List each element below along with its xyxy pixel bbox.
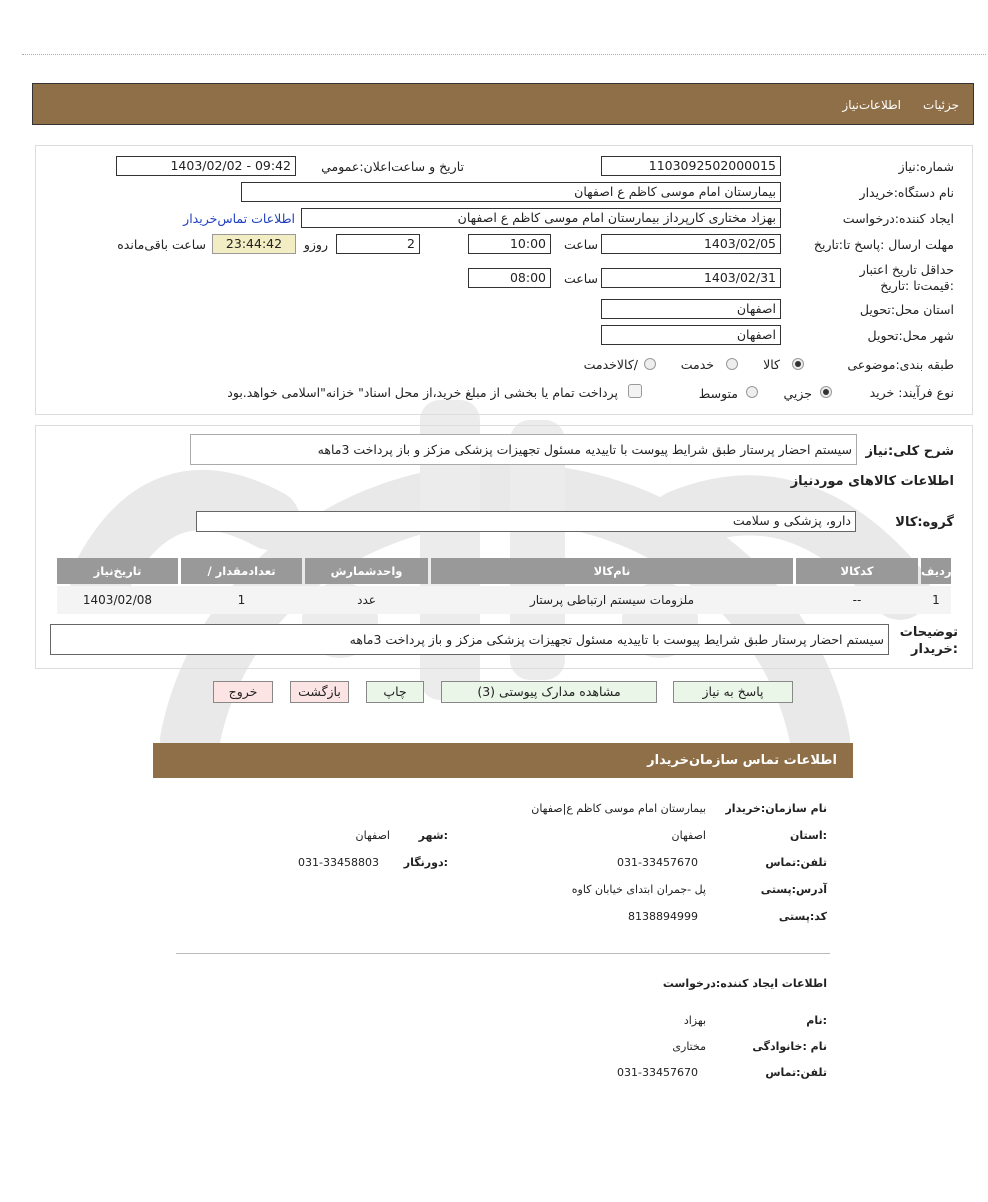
col-header-name: نام‌کالا <box>431 558 793 584</box>
contact-province-label: :استان <box>790 829 827 842</box>
city-field: اصفهان <box>601 325 781 345</box>
days-field: 2 <box>336 234 420 254</box>
contact-divider <box>176 953 830 954</box>
contact-province-value: اصفهان <box>671 829 706 842</box>
radio-goods-label: کالا <box>763 357 780 372</box>
postal-code-label: کد:پستی <box>778 910 827 923</box>
remaining-time-field: 23:44:42 <box>212 234 296 254</box>
col-header-row: ردیف <box>921 558 951 584</box>
requester-field: بهزاد مختاری کارپرداز بیمارستان امام موسی کاظم ع اصفهان <box>301 208 781 228</box>
city-label: شهر محل:تحویل <box>867 328 954 343</box>
cell-row: 1 <box>932 593 940 607</box>
radio-service[interactable] <box>726 358 738 370</box>
validity-time-label: ساعت <box>563 271 598 286</box>
buyer-contact-header <box>153 743 853 778</box>
exit-button[interactable]: خروج <box>213 681 273 703</box>
need-number-field: 1103092502000015 <box>601 156 781 176</box>
postal-code-value: 8138894999 <box>628 910 698 923</box>
radio-partial-label: جزيي <box>783 386 812 401</box>
requester-label: ایجاد کننده:درخواست <box>842 211 954 226</box>
buyer-org-label: نام دستگاه:خریدار <box>859 185 954 200</box>
contact-phone-label: تلفن:تماس <box>765 856 827 869</box>
radio-medium-label: متوسط <box>698 386 738 401</box>
page-header <box>32 83 974 125</box>
province-field: اصفهان <box>601 299 781 319</box>
org-label: نام سازمان:خریدار <box>725 802 827 815</box>
deadline-time-label: ساعت <box>563 237 598 252</box>
buyer-notes-label: توضیحات :خریدار <box>899 625 958 657</box>
tab-need-info[interactable]: اطلاعات‌نیاز <box>842 98 901 112</box>
org-value: بیمارستان امام موسی کاظم ع|صفهان <box>531 802 706 815</box>
tab-details[interactable]: جزئیات <box>923 98 959 112</box>
back-button[interactable]: بازگشت <box>290 681 349 703</box>
col-header-date: تاریخ‌نیاز <box>57 558 178 584</box>
validity-label: حداقل تاریخ اعتبار :قیمت‌تا :تاریخ <box>859 262 954 293</box>
announce-label: تاریخ و ساعت‌اعلان:عمومي <box>321 159 464 174</box>
deadline-date-field: 1403/02/05 <box>601 234 781 254</box>
creator-name-label: :نام <box>806 1014 827 1027</box>
creator-title: اطلاعات ایجاد کننده:درخواست <box>662 977 827 990</box>
contact-city-value: اصفهان <box>355 829 390 842</box>
remaining-time-label: ساعت باقی‌مانده <box>117 237 206 252</box>
group-field: دارو، پزشکی و سلامت <box>196 511 856 532</box>
validity-date-field: 1403/02/31 <box>601 268 781 288</box>
creator-phone-label: تلفن:تماس <box>765 1066 827 1079</box>
view-documents-button[interactable]: مشاهده مدارک پیوستی (3) <box>441 681 657 703</box>
radio-goods-service[interactable] <box>644 358 656 370</box>
radio-goods-service-label: /کالاخدمت <box>583 357 638 372</box>
col-header-qty: / تعدادمقدار <box>181 558 302 584</box>
cell-unit: عدد <box>357 593 376 607</box>
payment-note: پرداخت تمام یا بخشی از مبلغ خرید،از محل اسناد" خزانه"اسلامی خواهد.بود <box>227 385 618 400</box>
cell-qty: 1 <box>237 593 246 607</box>
cell-date: 1403/02/08 <box>82 593 153 607</box>
process-label: نوع فرآیند: خرید <box>869 385 954 400</box>
summary-label: شرح کلی:نیاز <box>865 444 954 459</box>
fax-label: :دورنگار <box>403 856 448 869</box>
fax-value: 031-33458803 <box>298 856 379 869</box>
buyer-contact-title: اطلاعات تماس سازمان‌خریدار <box>647 753 837 768</box>
address-label: آدرس:پستی <box>760 883 827 896</box>
creator-family-value: مختاری <box>672 1040 706 1053</box>
cell-name: ملزومات سیستم ارتباطی پرستار <box>529 593 694 607</box>
goods-info-title: اطلاعات کالاهای موردنیاز <box>790 474 954 489</box>
cell-code: -- <box>852 593 862 607</box>
print-button[interactable]: چاپ <box>366 681 424 703</box>
col-header-code: کدکالا <box>796 558 918 584</box>
category-label: طبقه بندی:موضوعی <box>847 357 954 372</box>
days-label: روزو <box>303 237 328 252</box>
buyer-notes-field: سیستم احضار پرستار طبق شرایط پیوست با تاییدیه مسئول تجهیزات پزشکی مزکز و باز پرداخت 3ماهه <box>50 624 889 655</box>
creator-family-label: نام :خانوادگی <box>752 1040 827 1053</box>
top-divider <box>22 54 986 55</box>
col-header-unit: واحدشمارش <box>305 558 428 584</box>
creator-name-value: بهزاد <box>683 1014 706 1027</box>
address-value: پل -جمران ابتدای خیابان کاوه <box>571 883 706 896</box>
validity-time-field: 08:00 <box>468 268 551 288</box>
summary-field: سیستم احضار پرستار طبق شرایط پیوست با تاییدیه مسئول تجهیزات پزشکی مزکز و باز پرداخت 3ماهه <box>190 434 857 465</box>
need-number-label: شماره:نیاز <box>898 159 954 174</box>
buyer-contact-link[interactable]: اطلاعات تماس‌خریدار <box>183 211 295 226</box>
buyer-org-field: بیمارستان امام موسی کاظم ع اصفهان <box>241 182 781 202</box>
group-label: گروه:کالا <box>895 515 954 530</box>
province-label: استان محل:تحویل <box>859 302 954 317</box>
radio-medium[interactable] <box>746 386 758 398</box>
radio-goods[interactable] <box>792 358 804 370</box>
contact-city-label: :شهر <box>418 829 448 842</box>
deadline-time-field: 10:00 <box>468 234 551 254</box>
creator-phone-value: 031-33457670 <box>617 1066 698 1079</box>
payment-checkbox[interactable] <box>628 384 642 398</box>
radio-partial[interactable] <box>820 386 832 398</box>
contact-phone-value: 031-33457670 <box>617 856 698 869</box>
announce-date-field: 1403/02/02 - 09:42 <box>116 156 296 176</box>
radio-service-label: خدمت <box>680 357 714 372</box>
reply-button[interactable]: پاسخ به نیاز <box>673 681 793 703</box>
deadline-label: مهلت ارسال :پاسخ تا:تاریخ <box>813 237 954 252</box>
